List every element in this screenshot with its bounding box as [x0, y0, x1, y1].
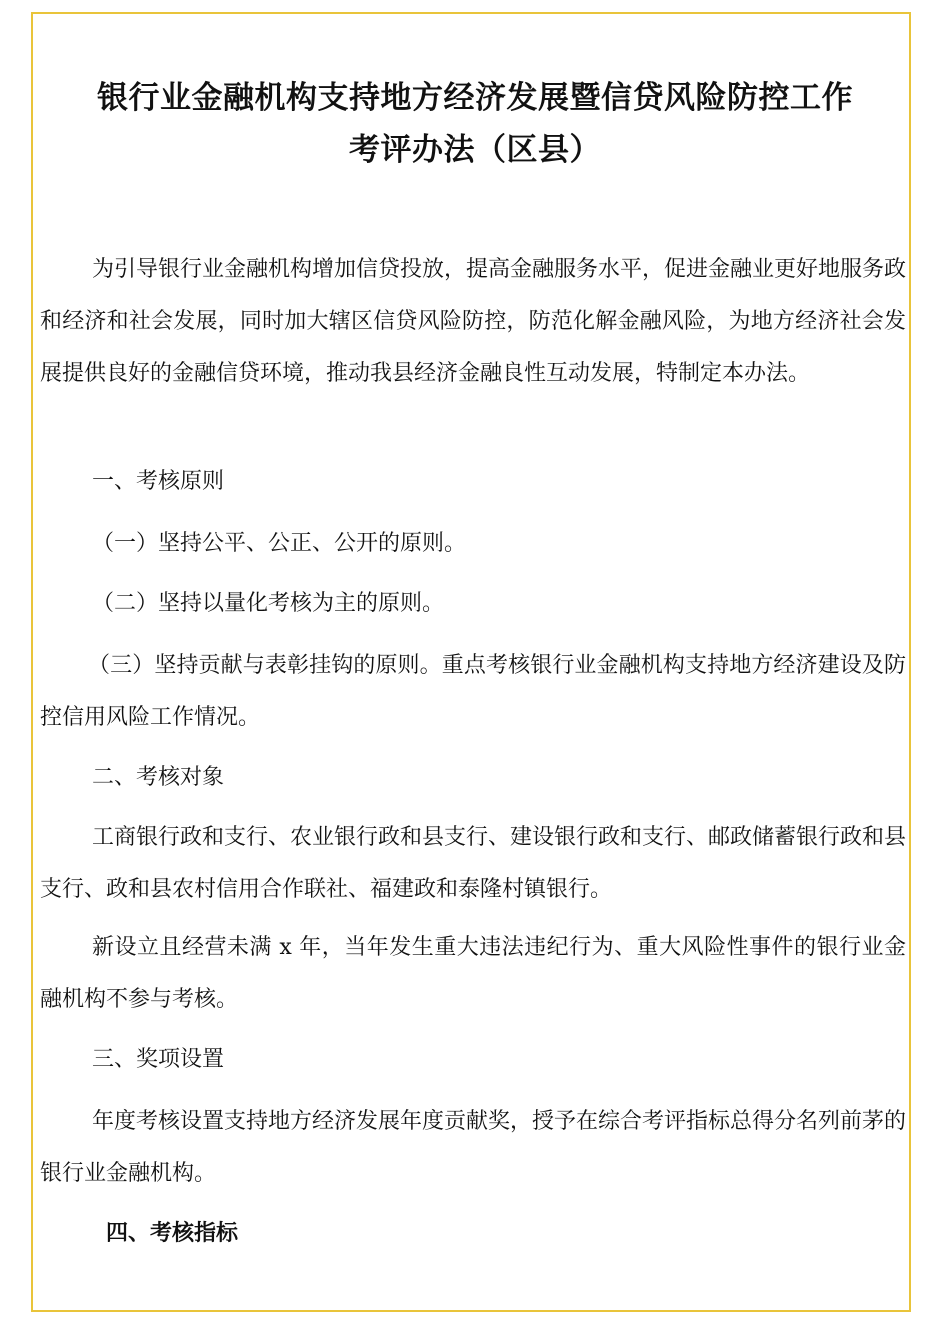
section-3-heading: 三、奖项设置: [92, 1047, 225, 1072]
document-title-line-1: 银行业金融机构支持地方经济发展暨信贷风险防控工作: [97, 80, 853, 116]
section-1-item-3: （三）坚持贡献与表彰挂钩的原则。重点考核银行业金融机构支持地方经济建设及防控信用风险工作情况。: [40, 653, 906, 730]
section-1-item-1: （一）坚持公平、公正、公开的原则。: [92, 531, 467, 556]
section-2-heading: 二、考核对象: [92, 765, 225, 790]
section-2-paragraph-2: 新设立且经营未满 x 年，当年发生重大违法违纪行为、重大风险性事件的银行业金融机构不参与考核。: [40, 935, 906, 1012]
section-1-item-2: （二）坚持以量化考核为主的原则。: [92, 591, 445, 616]
section-1-heading: 一、考核原则: [92, 469, 225, 494]
section-3-paragraph-1: 年度考核设置支持地方经济发展年度贡献奖，授予在综合考评指标总得分名列前茅的银行业金融机构。: [40, 1109, 907, 1186]
section-2-paragraph-1: 工商银行政和支行、农业银行政和县支行、建设银行政和支行、邮政储蓄银行政和县支行、政和县农村信用合作联社、福建政和泰隆村镇银行。: [40, 825, 907, 902]
intro-paragraph: 为引导银行业金融机构增加信贷投放，提高金融服务水平，促进金融业更好地服务政和经济和社会发展，同时加大辖区信贷风险防控，防范化解金融风险，为地方经济社会发展提供良好的金融信贷环境，推动我县经济金融良性互动发展，特制定本办法。: [40, 257, 907, 386]
section-4-heading: 四、考核指标: [106, 1221, 239, 1246]
document-title-line-2: 考评办法（区县）: [349, 132, 601, 168]
